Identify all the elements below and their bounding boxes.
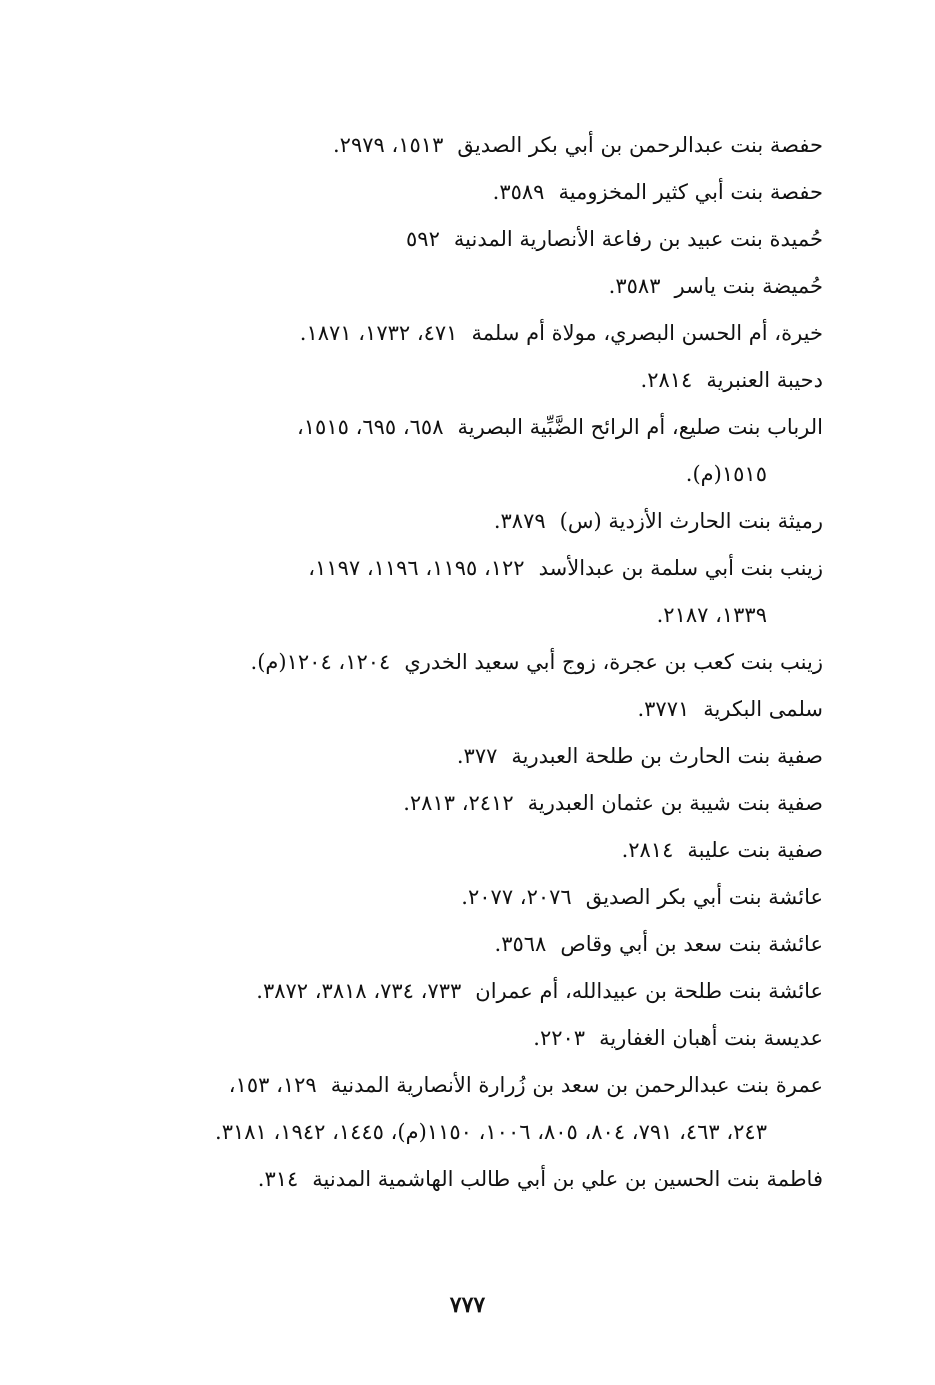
entry-name: صفية بنت عليبة (687, 838, 823, 862)
entry-refs: ١٢٩، ١٥٣، (228, 1073, 317, 1097)
entry-name: صفية بنت شيبة بن عثمان العبدرية (527, 791, 823, 815)
entry-refs: ٢٢٠٣. (533, 1026, 586, 1050)
index-entry (123, 1062, 823, 1156)
entry-refs: ١٢٢، ١١٩٥، ١١٩٦، ١١٩٧، (308, 556, 525, 580)
index-entry (123, 404, 823, 498)
index-entry (123, 686, 823, 733)
entry-refs: ٣٧٧. (456, 744, 498, 768)
entry-refs: ١٥١٣، ٢٩٧٩. (332, 133, 444, 157)
index-entry (123, 921, 823, 968)
entry-refs: ٢٤١٢، ٢٨١٣. (403, 791, 514, 815)
entry-refs: ١٢٠٤، ١٢٠٤(م). (250, 650, 391, 674)
index-entry (123, 263, 823, 310)
entry-name: عائشة بنت طلحة بن عبيدالله، أم عمران (475, 979, 823, 1003)
index-entry (123, 545, 823, 639)
entry-name: حفصة بنت عبدالرحمن بن أبي بكر الصديق (457, 133, 823, 157)
entry-refs: ٦٥٨، ٦٩٥، ١٥١٥، (296, 415, 444, 439)
index-entry (123, 1156, 823, 1203)
entry-name: عائشة بنت أبي بكر الصديق (585, 885, 823, 909)
entry-refs-continued: ٢٤٣، ٤٦٣، ٧٩١، ٨٠٤، ٨٠٥، ١٠٠٦، ١١٥٠(م)، ١٤٤٥، ١٩٤٢، ٣١٨١. (215, 1120, 767, 1144)
entry-name: عائشة بنت سعد بن أبي وقاص (560, 932, 823, 956)
entry-refs: ٤٧١، ١٧٣٢، ١٨٧١. (299, 321, 458, 345)
index-entry (123, 874, 823, 921)
entry-refs: ٣٥٨٩. (492, 180, 545, 204)
index-entry (123, 310, 823, 357)
entry-refs: ٥٩٢ (406, 227, 440, 251)
entry-name: صفية بنت الحارث بن طلحة العبدرية (511, 744, 823, 768)
entry-refs-continued: ١٥١٥(م). (685, 462, 767, 486)
entry-refs: ٣٥٨٣. (608, 274, 661, 298)
entry-name: الرباب بنت صليع، أم الرائح الضَّبِّية البصرية (457, 415, 823, 439)
entry-name: فاطمة بنت الحسين بن علي بن أبي طالب الهاشمية المدنية (312, 1167, 823, 1191)
entry-refs: ٢٨١٤. (621, 838, 674, 862)
page-number: ٧٧٧ (449, 1292, 486, 1318)
index-entry (123, 733, 823, 780)
entry-refs: ٢٠٧٦، ٢٠٧٧. (461, 885, 572, 909)
entry-refs-continued: ١٣٣٩، ٢١٨٧. (656, 603, 767, 627)
index-entry (123, 216, 823, 263)
entry-name: زينب بنت كعب بن عجرة، زوج أبي سعيد الخدري (404, 650, 823, 674)
entry-name: زينب بنت أبي سلمة بن عبدالأسد (538, 556, 823, 580)
entry-name: رميثة بنت الحارث الأزدية (س) (559, 509, 823, 533)
entry-name: عديسة بنت أهبان الغفارية (599, 1026, 823, 1050)
entry-name: دحيبة العنبرية (706, 368, 823, 392)
index-entry (123, 498, 823, 545)
index-entry (123, 169, 823, 216)
index-entry (123, 122, 823, 169)
entry-refs: ٢٨١٤. (640, 368, 693, 392)
entry-name: حفصة بنت أبي كثير المخزومية (558, 180, 823, 204)
entry-refs: ٣٨٧٩. (493, 509, 546, 533)
entry-refs: ٣١٤. (257, 1167, 299, 1191)
index-entry (123, 780, 823, 827)
index-entry (123, 1015, 823, 1062)
entry-refs: ٣٧٧١. (637, 697, 690, 721)
entry-refs: ٧٣٣، ٧٣٤، ٣٨١٨، ٣٨٧٢. (256, 979, 462, 1003)
entry-name: حُميدة بنت عبيد بن رفاعة الأنصارية المدنية (453, 227, 823, 251)
index-entry (123, 968, 823, 1015)
entry-name: خيرة، أم الحسن البصري، مولاة أم سلمة (471, 321, 823, 345)
entry-refs: ٣٥٦٨. (494, 932, 547, 956)
index-entries (123, 122, 823, 1203)
entry-name: سلمى البكرية (703, 697, 823, 721)
index-entry (123, 357, 823, 404)
index-entry (123, 827, 823, 874)
entry-name: حُميضة بنت ياسر (674, 274, 823, 298)
index-entry (123, 639, 823, 686)
entry-name: عمرة بنت عبدالرحمن بن سعد بن زُرارة الأنصارية المدنية (330, 1073, 823, 1097)
